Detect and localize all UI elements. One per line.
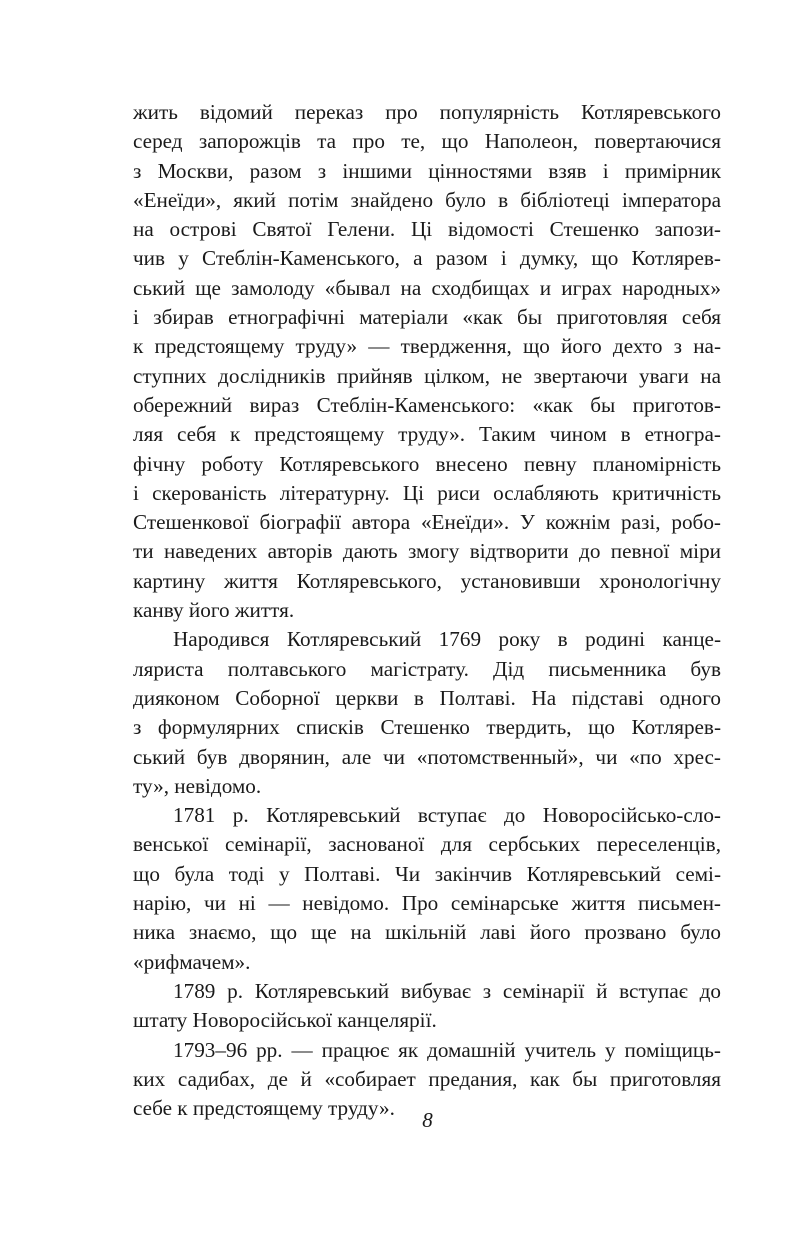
text-line: «рифмачем».	[133, 949, 251, 974]
text-line: ляриста полтавського магістрату. Дід письменника був	[133, 656, 721, 681]
text-line: нарію, чи ні — невідомо. Про семінарське життя письмен-	[133, 891, 721, 916]
text-line: картину життя Котляревського, установивши хронологічну	[133, 568, 721, 593]
text-line: на острові Святої Гелени. Ці відомості Стешенко запози-	[133, 217, 721, 242]
text-line: Стешенкової біографії автора «Енеїди». У кожнім разі, робо-	[133, 510, 721, 535]
text-line: фічну роботу Котляревського внесено певну планомірність	[133, 451, 721, 476]
text-line: обережний вираз Стеблін-Каменського: «как бы приготов-	[133, 392, 721, 417]
text-line: ський був дворянин, але чи «потомственный», чи «по хрес-	[133, 744, 721, 769]
text-line: ляя себя к предстоящему труду». Таким чином в етногра-	[133, 422, 721, 447]
body-text	[133, 98, 721, 1123]
text-line: з формулярних списків Стешенко твердить, що Котлярев-	[133, 715, 721, 740]
text-line: що була тоді у Полтаві. Чи закінчив Котляревський семі-	[133, 861, 721, 886]
text-line: ський ще замолоду «бывал на сходбищах и играх народных»	[133, 275, 721, 300]
text-line: жить відомий переказ про популярність Котляревського	[133, 100, 721, 124]
text-line: к предстоящему труду» — твердження, що його дехто з на-	[133, 334, 721, 359]
text-line: ких садибах, де й «собирает предания, как бы приготовляя	[133, 1066, 721, 1091]
paragraph-first-line: 1789 р. Котляревський вибуває з семінарії й вступає до	[173, 978, 721, 1003]
text-line: і скерованість літературну. Ці риси ослабляють критичність	[133, 480, 721, 505]
paragraph-first-line: 1793–96 рр. — працює як домашній учитель у поміщиць-	[173, 1037, 721, 1062]
paragraph-first-line: 1781 р. Котляревський вступає до Новоросійсько-сло-	[173, 803, 721, 828]
text-line: з Москви, разом з іншими цінностями взяв і примірник	[133, 158, 721, 183]
text-line: ступних дослідників прийняв цілком, не звертаючи уваги на	[133, 363, 721, 388]
text-line: ника знаємо, що ще на шкільній лаві його прозвано було	[133, 920, 721, 945]
text-line: чив у Стеблін-Каменського, а разом і думку, що Котлярев-	[133, 246, 721, 271]
paragraph-first-line: Народився Котляревський 1769 року в родині канце-	[173, 627, 721, 652]
text-line: серед запорожців та про те, що Наполеон, повертаючися	[133, 129, 721, 154]
text-line: ту», невідомо.	[133, 773, 262, 798]
page-number: 8	[422, 1108, 433, 1132]
text-line: і збирав етнографічні матеріали «как бы приготовляя себя	[133, 305, 721, 330]
text-line: венської семінарії, заснованої для сербських переселенців,	[133, 832, 721, 857]
text-line: «Енеїди», який потім знайдено було в бібліотеці імператора	[133, 187, 721, 212]
text-line: дияконом Соборної церкви в Полтаві. На підставі одного	[133, 685, 721, 710]
text-line: ти наведених авторів дають змогу відтворити до певної міри	[133, 539, 721, 564]
text-line: штату Новоросійської канцелярії.	[133, 1008, 437, 1033]
text-line: себе к предстоящему труду».	[133, 1096, 395, 1121]
text-line: канву його життя.	[133, 598, 295, 623]
